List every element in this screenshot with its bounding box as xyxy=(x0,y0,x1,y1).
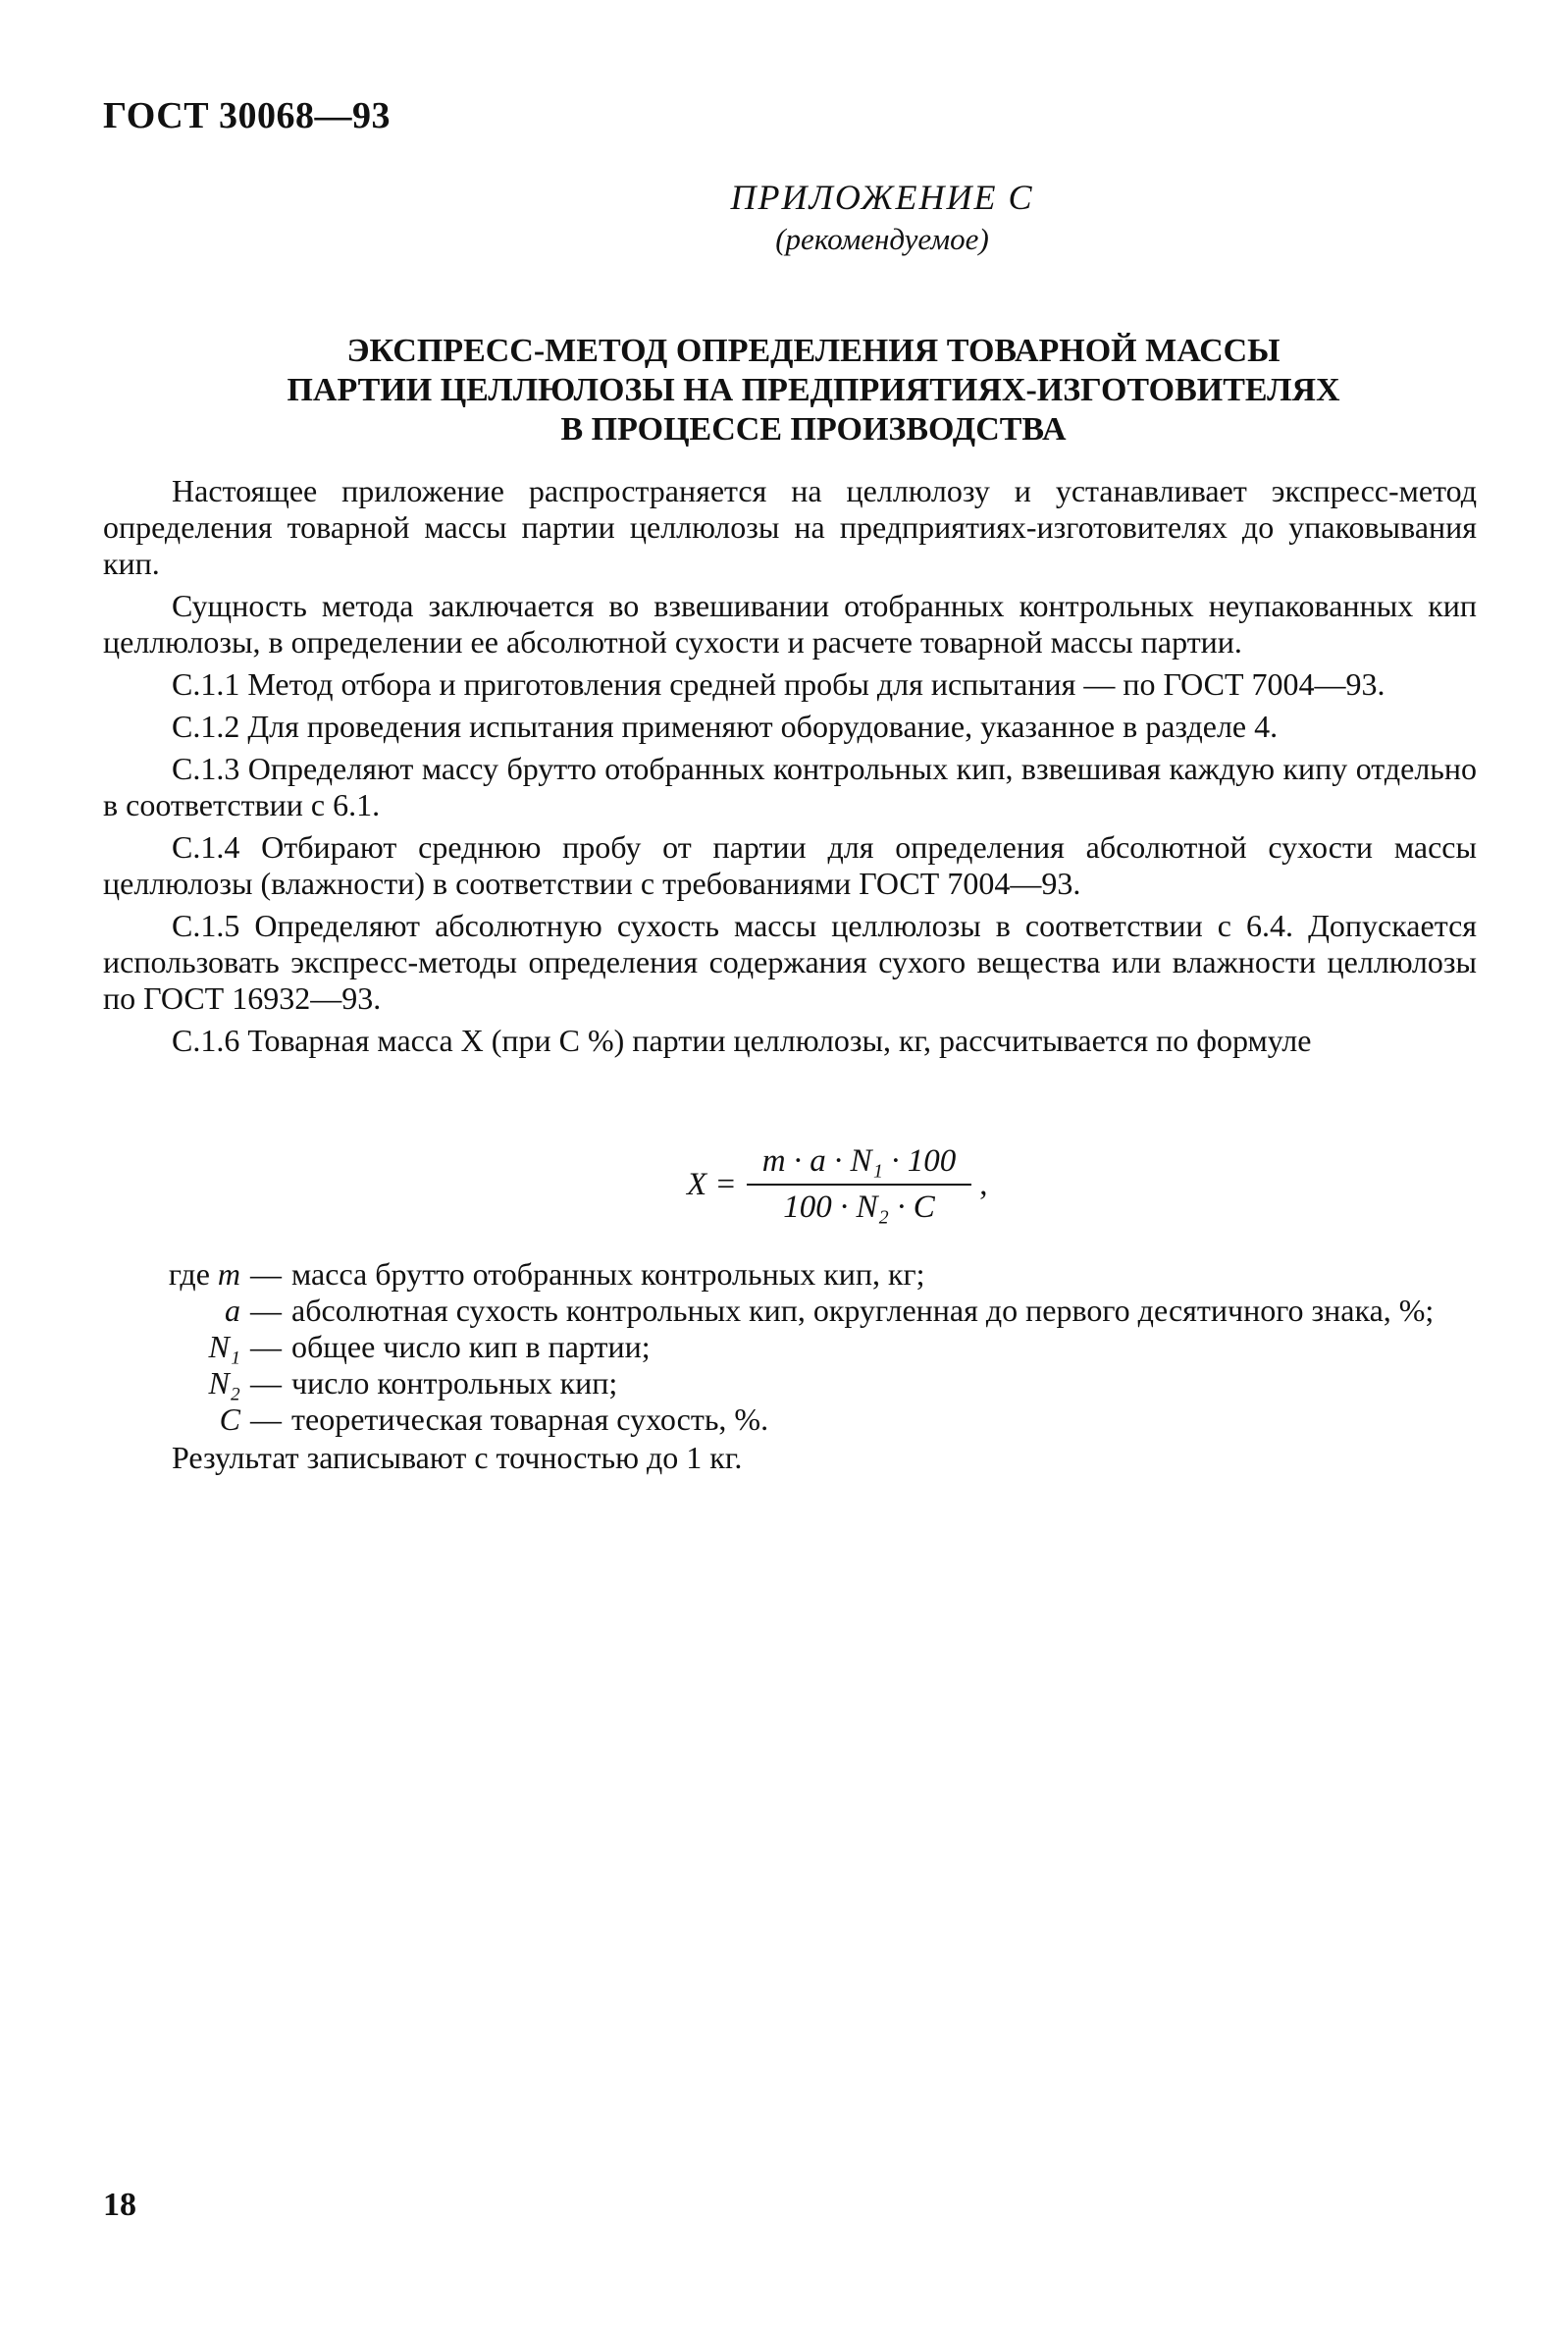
clause-c-1-3: С.1.3 Определяют массу брутто отобранных контрольных кип, взвешивая каждую кипу отдельно в соответствии с 6.1. xyxy=(103,751,1477,822)
definition-text: теоретическая товарная сухость, %. xyxy=(291,1401,769,1437)
formula-numerator: m · a · N₁ · 100 xyxy=(747,1143,972,1186)
definition-symbol: C xyxy=(219,1401,240,1437)
symbol-definitions xyxy=(103,1256,1477,1476)
page-number: 18 xyxy=(103,2187,136,2223)
mass-formula xyxy=(687,1143,988,1226)
definition-symbol: a xyxy=(225,1293,240,1328)
standard-code: ГОСТ 30068—93 xyxy=(103,95,392,136)
definition-text: число контрольных кип; xyxy=(291,1365,618,1401)
definition-row xyxy=(103,1401,1477,1438)
definition-dash: — xyxy=(250,1401,282,1437)
definition-dash: — xyxy=(250,1293,282,1328)
definitions-intro: где xyxy=(168,1256,210,1292)
definition-text: общее число кип в партии; xyxy=(291,1329,651,1364)
definition-row xyxy=(103,1293,1477,1329)
definition-row xyxy=(103,1329,1477,1365)
definition-dash: — xyxy=(250,1365,282,1401)
document-title xyxy=(0,332,1568,449)
formula-fraction xyxy=(747,1143,972,1226)
definition-symbol: N₁ xyxy=(208,1329,240,1364)
definition-symbol: m xyxy=(217,1256,240,1292)
clause-c-1-6: С.1.6 Товарная масса X (при C %) партии целлюлозы, кг, рассчитывается по формуле xyxy=(172,1023,1312,1058)
formula-lhs: X = xyxy=(687,1166,737,1202)
annex-title: ПРИЛОЖЕНИЕ С xyxy=(730,178,1034,217)
title-line: В ПРОЦЕССЕ ПРОИЗВОДСТВА xyxy=(560,411,1067,448)
definition-dash: — xyxy=(250,1256,282,1292)
annex-status: (рекомендуемое) xyxy=(775,222,989,256)
definition-dash: — xyxy=(250,1329,282,1364)
title-line: ПАРТИИ ЦЕЛЛЮЛОЗЫ НА ПРЕДПРИЯТИЯХ-ИЗГОТОВИТЕЛЯХ xyxy=(287,372,1340,408)
clause-c-1-4: С.1.4 Отбирают среднюю пробу от партии для определения абсолютной сухости массы целлюлозы (влажности) в соответствии с требованиями ГОСТ 7004—93. xyxy=(103,829,1477,901)
formula-comma: , xyxy=(979,1166,988,1202)
definition-row xyxy=(103,1256,1477,1293)
definition-row xyxy=(103,1365,1477,1401)
definition-symbol: N₂ xyxy=(208,1365,240,1401)
paragraph-scope: Настоящее приложение распространяется на целлюлозу и устанавливает экспресс-метод определения товарной массы партии целлюлозы на предприятиях-изготовителях до упаковывания кип. xyxy=(103,473,1477,581)
paragraph-essence: Сущность метода заключается во взвешивании отобранных контрольных неупакованных кип целлюлозы, в определении ее абсолютной сухости и расчете товарной массы партии. xyxy=(103,588,1477,660)
result-note: Результат записывают с точностью до 1 кг. xyxy=(172,1440,743,1475)
definition-text: масса брутто отобранных контрольных кип, кг; xyxy=(291,1256,925,1292)
clause-c-1-5: С.1.5 Определяют абсолютную сухость массы целлюлозы в соответствии с 6.4. Допускается использовать экспресс-методы определения содержания сухого вещества или влажности целлюлозы по ГОСТ 16932—93. xyxy=(103,908,1477,1016)
clause-c-1-1: С.1.1 Метод отбора и приготовления средней пробы для испытания — по ГОСТ 7004—93. xyxy=(172,666,1385,702)
title-line: ЭКСПРЕСС-МЕТОД ОПРЕДЕЛЕНИЯ ТОВАРНОЙ МАССЫ xyxy=(346,333,1281,369)
body-text xyxy=(103,473,1477,1065)
formula-denominator: 100 · N₂ · C xyxy=(783,1189,935,1225)
clause-c-1-2: С.1.2 Для проведения испытания применяют оборудование, указанное в разделе 4. xyxy=(172,709,1279,744)
definition-text: абсолютная сухость контрольных кип, округленная до первого десятичного знака, %; xyxy=(291,1293,1435,1328)
